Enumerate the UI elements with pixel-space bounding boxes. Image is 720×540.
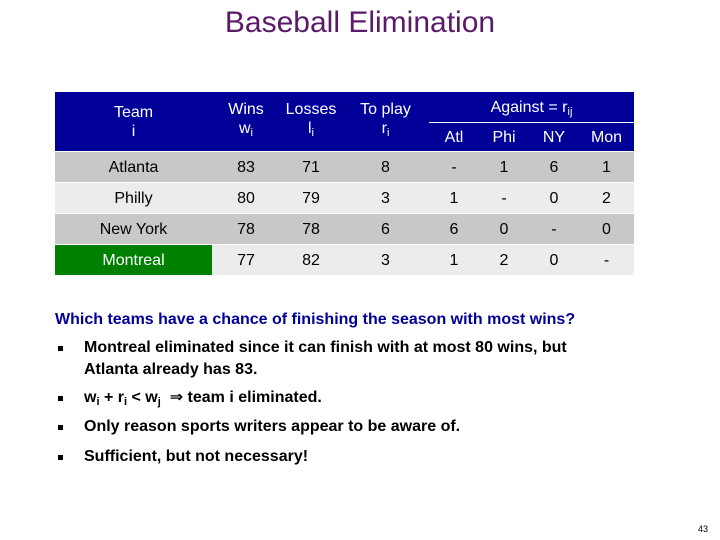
cell-against-ny: -	[529, 214, 579, 245]
formula-sub-i: i	[96, 396, 100, 408]
table-row	[55, 214, 634, 245]
list-item	[58, 446, 567, 468]
header-to-play-subscript: i	[386, 127, 390, 139]
implies-arrow-icon: ⇒	[160, 389, 188, 406]
table-row	[55, 152, 634, 183]
header-against	[429, 92, 634, 123]
cell-team: Atlanta	[55, 152, 212, 183]
cell-losses: 78	[280, 214, 342, 245]
cell-wins: 83	[212, 152, 280, 183]
bullet-square-icon	[58, 425, 63, 430]
standings-table	[55, 92, 634, 276]
header-to-play	[342, 92, 429, 152]
header-wins-label: Wins	[228, 101, 264, 118]
header-to-play-label: To play	[360, 101, 411, 118]
cell-against-ny: 0	[529, 245, 579, 276]
cell-losses: 79	[280, 183, 342, 214]
header-team-label: Team	[113, 103, 154, 121]
table-row	[55, 183, 634, 214]
cell-to-play: 3	[342, 245, 429, 276]
formula-sub-j: j	[157, 396, 161, 408]
cell-wins: 77	[212, 245, 280, 276]
cell-against-phi: 1	[479, 152, 529, 183]
cell-against-atl: 1	[429, 183, 479, 214]
cell-against-atl: -	[429, 152, 479, 183]
header-against-phi: Phi	[479, 123, 529, 152]
formula-conclusion: team i eliminated.	[187, 389, 322, 406]
cell-against-phi: -	[479, 183, 529, 214]
header-against-subscript: ij	[567, 106, 573, 118]
header-losses-subscript: i	[311, 127, 314, 139]
header-against-mon: Mon	[579, 123, 634, 152]
bullet-1-line-2: Atlanta already has 83.	[84, 361, 258, 378]
cell-against-phi: 2	[479, 245, 529, 276]
cell-team: Philly	[55, 183, 212, 214]
bullet-1-line-1: Montreal eliminated since it can finish with at most 80 wins, but	[84, 339, 567, 356]
formula-w: w	[84, 389, 97, 406]
slide-title: Baseball Elimination	[224, 6, 496, 39]
header-wins	[212, 92, 280, 152]
table-header-row	[55, 92, 634, 123]
cell-against-atl: 1	[429, 245, 479, 276]
header-losses-label: Losses	[285, 101, 337, 118]
list-item	[58, 337, 567, 381]
bullet-square-icon	[58, 346, 63, 351]
cell-against-phi: 0	[479, 214, 529, 245]
page-number: 43	[697, 524, 708, 534]
formula-sub-i2: i	[123, 396, 128, 408]
header-to-play-symbol: r	[381, 120, 387, 137]
list-item	[58, 387, 567, 413]
cell-team-eliminated: Montreal	[55, 245, 212, 276]
cell-against-mon: 1	[579, 152, 634, 183]
header-wins-subscript: i	[250, 127, 253, 139]
cell-to-play: 8	[342, 152, 429, 183]
bullet-square-icon	[58, 455, 63, 460]
formula-lt-w: < w	[127, 389, 158, 406]
cell-against-mon: 0	[579, 214, 634, 245]
list-item	[58, 416, 567, 438]
cell-against-atl: 6	[429, 214, 479, 245]
bullet-list	[58, 337, 567, 468]
formula-plus-r: + r	[99, 389, 124, 406]
cell-against-ny: 0	[529, 183, 579, 214]
header-team	[55, 92, 212, 152]
cell-against-ny: 6	[529, 152, 579, 183]
header-team-symbol: i	[131, 122, 136, 140]
header-losses	[280, 92, 342, 152]
header-wins-symbol: w	[238, 120, 251, 137]
cell-against-mon: -	[579, 245, 634, 276]
cell-wins: 80	[212, 183, 280, 214]
bullet-square-icon	[58, 396, 63, 401]
header-against-atl: Atl	[429, 123, 479, 152]
cell-losses: 71	[280, 152, 342, 183]
header-against-ny: NY	[529, 123, 579, 152]
table-row	[55, 245, 634, 276]
cell-to-play: 6	[342, 214, 429, 245]
header-against-label: Against = r	[490, 99, 568, 116]
question-text: Which teams have a chance of finishing the season with most wins?	[55, 311, 576, 328]
bullet-3-text: Only reason sports writers appear to be aware of.	[84, 418, 461, 435]
cell-to-play: 3	[342, 183, 429, 214]
cell-losses: 82	[280, 245, 342, 276]
header-losses-symbol: l	[307, 120, 312, 137]
cell-against-mon: 2	[579, 183, 634, 214]
bullet-4-text: Sufficient, but not necessary!	[84, 448, 309, 465]
cell-team: New York	[55, 214, 212, 245]
cell-wins: 78	[212, 214, 280, 245]
